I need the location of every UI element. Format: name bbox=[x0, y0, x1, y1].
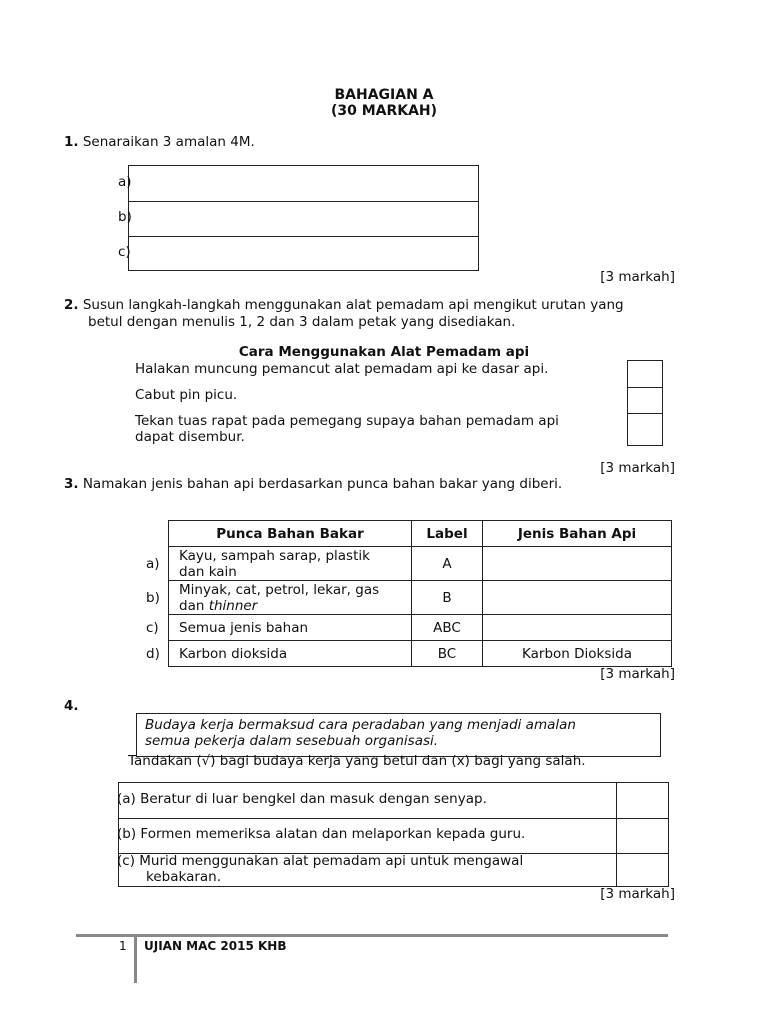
statement-a: (a) Beratur di luar bengkel dan masuk dengan senyap. bbox=[117, 791, 487, 807]
footer-label: UJIAN MAC 2015 KHB bbox=[144, 939, 287, 953]
question-number: 3. bbox=[64, 476, 79, 492]
step-1: Halakan muncung pemancut alat pemadam api ke dasar api. bbox=[135, 361, 549, 377]
row-letter-d: d) bbox=[146, 646, 160, 662]
statement-c-line2: kebakaran. bbox=[146, 869, 222, 885]
marks-q4: [3 markah] bbox=[600, 886, 675, 902]
answer-field-c[interactable] bbox=[129, 236, 478, 271]
source-cell: Karbon dioksida bbox=[169, 641, 412, 667]
question-text: Namakan jenis bahan api berdasarkan punca bahan bakar yang diberi. bbox=[82, 476, 563, 492]
table-row bbox=[169, 581, 672, 615]
table-row bbox=[169, 547, 672, 581]
question-text: Senaraikan 3 amalan 4M. bbox=[82, 134, 255, 150]
order-box-3[interactable] bbox=[628, 413, 662, 446]
source-cell: Kayu, sampah sarap, plastik dan kain bbox=[169, 547, 412, 581]
footer-rule bbox=[76, 934, 668, 937]
label-cell: ABC bbox=[412, 615, 483, 641]
type-answer-cell[interactable] bbox=[483, 547, 672, 581]
header-label: Label bbox=[412, 521, 483, 547]
type-cell: Karbon Dioksida bbox=[483, 641, 672, 667]
type-answer-cell[interactable] bbox=[483, 615, 672, 641]
fuel-table bbox=[168, 520, 672, 667]
question-2 bbox=[64, 297, 624, 313]
total-marks-title: (30 MARKAH) bbox=[330, 103, 438, 119]
type-answer-cell[interactable] bbox=[483, 581, 672, 615]
order-boxes bbox=[627, 360, 663, 446]
definition-box: Budaya kerja bermaksud cara peradaban yang menjadi amalan semua pekerja dalam sesebuah organisasi. bbox=[136, 713, 661, 757]
q4-instruction: Tandakan (√) bagi budaya kerja yang betul dan (x) bagi yang salah. bbox=[128, 753, 586, 769]
statement-b: (b) Formen memeriksa alatan dan melaporkan kepada guru. bbox=[117, 826, 526, 842]
source-cell: Semua jenis bahan bbox=[169, 615, 412, 641]
answer-field-b[interactable] bbox=[129, 201, 478, 236]
step-3-line1: Tekan tuas rapat pada pemegang supaya bahan pemadam api bbox=[135, 413, 559, 429]
label-a: a) bbox=[118, 174, 132, 190]
order-box-1[interactable] bbox=[628, 361, 662, 387]
source-cell: Minyak, cat, petrol, lekar, gas dan thinner bbox=[169, 581, 412, 615]
q2-subtitle: Cara Menggunakan Alat Pemadam api bbox=[238, 344, 530, 360]
question-text-line1: Susun langkah-langkah menggunakan alat pemadam api mengikut urutan yang bbox=[82, 297, 624, 313]
header-type: Jenis Bahan Api bbox=[483, 521, 672, 547]
step-2: Cabut pin picu. bbox=[135, 387, 238, 403]
row-letter-a: a) bbox=[146, 556, 160, 572]
statement-c: (c) Murid menggunakan alat pemadam api untuk mengawal bbox=[117, 853, 524, 869]
tick-box-b[interactable] bbox=[617, 818, 669, 853]
answer-box-q1 bbox=[128, 165, 479, 271]
question-text-line2: betul dengan menulis 1, 2 dan 3 dalam petak yang disediakan. bbox=[88, 314, 516, 330]
footer-divider bbox=[134, 936, 137, 983]
order-box-2[interactable] bbox=[628, 387, 662, 413]
label-cell: A bbox=[412, 547, 483, 581]
label-cell: B bbox=[412, 581, 483, 615]
tick-box-a[interactable] bbox=[617, 783, 669, 818]
question-1 bbox=[64, 134, 255, 150]
header-source: Punca Bahan Bakar bbox=[169, 521, 412, 547]
row-letter-b: b) bbox=[146, 590, 160, 606]
answer-field-a[interactable] bbox=[129, 166, 478, 201]
question-4-number: 4. bbox=[64, 698, 79, 714]
marks-q2: [3 markah] bbox=[600, 460, 675, 476]
table-row bbox=[169, 615, 672, 641]
question-3 bbox=[64, 476, 562, 492]
label-b: b) bbox=[118, 209, 132, 225]
table-row bbox=[169, 641, 672, 667]
row-letter-c: c) bbox=[146, 620, 159, 636]
label-cell: BC bbox=[412, 641, 483, 667]
page-number: 1 bbox=[119, 939, 127, 953]
step-3-line2: dapat disembur. bbox=[135, 429, 245, 445]
section-title: BAHAGIAN A bbox=[334, 87, 434, 103]
marks-q3: [3 markah] bbox=[600, 666, 675, 682]
question-number: 1. bbox=[64, 134, 79, 150]
tick-box-c[interactable] bbox=[617, 853, 669, 887]
question-number: 2. bbox=[64, 297, 79, 313]
label-c: c) bbox=[118, 244, 131, 260]
marks-q1: [3 markah] bbox=[600, 269, 675, 285]
